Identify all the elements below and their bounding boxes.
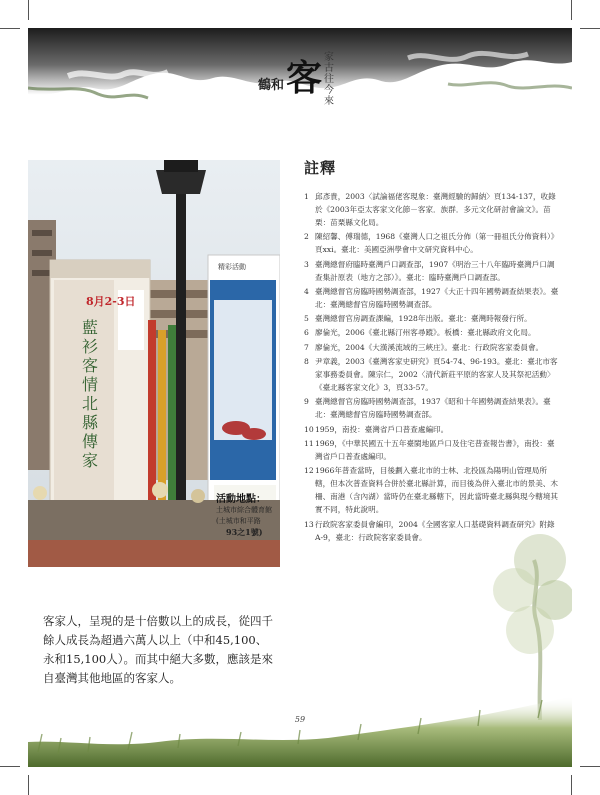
banner-right-line1: 土城市綜合體育館 xyxy=(216,506,272,514)
banner-right-line3: 93之1號) xyxy=(226,527,263,537)
banner-right-line2: (土城市和平路 xyxy=(216,517,261,525)
banner-right-heading: 活動地點： xyxy=(216,494,266,505)
crop-mark xyxy=(28,775,29,795)
logo-text-right: 家古往今來 xyxy=(324,52,334,107)
note-item: 11 1969，《中華民國五十五年臺閩地區戶口及住宅普查報告書》，南投：臺灣省戶口普查處編印。 xyxy=(304,438,555,461)
note-item: 4 臺灣總督官房臨時國勢調查部，1927《大正十四年國勢調查結果表》。臺北：臺灣總督官房臨時國勢調查部。 xyxy=(304,286,559,309)
banner-right-small: 精彩活動 xyxy=(218,263,246,271)
banner-left-date: 8月2-3日 xyxy=(86,295,136,308)
note-item: 9 臺灣總督官房臨時國勢調查部，1937《昭和十年國勢調查結果表》。臺北：臺灣總督官房臨時國勢調查部。 xyxy=(304,397,551,420)
crop-mark xyxy=(571,775,572,795)
crop-mark xyxy=(571,0,572,20)
crop-mark xyxy=(0,28,20,29)
note-item: 7 廖倫光，2004《大漢溪流域的三峽庄》。臺北：行政院客家委員會。 xyxy=(304,342,544,352)
note-item: 6 廖倫光，2006《臺北縣汀州客尋蹤》。板橋：臺北縣政府文化局。 xyxy=(304,328,536,338)
note-item: 5 臺灣總督官房調查課編，1928年出版。臺北：臺灣時報發行所。 xyxy=(304,314,532,324)
note-item: 1 邱彥貴，2003〈試論福佬客現象：臺灣經驗的歸納〉頁134-137，收錄於《2003年亞太客家文化節－客家．族群．多元文化研討會論文》。苗栗：苗栗縣文化局。 xyxy=(304,192,556,227)
note-item: 13 行政院客家委員會編印，2004《全國客家人口基礎資料調查研究》附錄A-9，臺北：行政院客家委員會。 xyxy=(304,519,555,542)
note-item: 2 陳紹馨、傅瑞德，1968《臺灣人口之祖氏分佈（第一冊祖氏分佈資料）》頁xxi。臺北：美國亞洲學會中文研究資料中心。 xyxy=(304,232,559,255)
banner-left-text: 藍衫客情北縣傳家 xyxy=(82,318,99,470)
note-item: 10 1959，南投：臺灣省戶口普查處編印。 xyxy=(304,424,449,434)
note-item: 12 1966年普查當時，目後劃入臺北市的士林、北投區為陽明山管理局所轄，但本次普查資料合併於臺北縣計算，而目後為併入臺北市的景美、木柵、南港（含內湖）當時仍在臺北縣轄下，因此當時臺北縣與現今轄境其實不同，特此說明。 xyxy=(304,466,558,515)
page-number: 59 xyxy=(294,715,306,724)
crop-mark xyxy=(0,766,20,767)
crop-mark xyxy=(28,0,29,20)
logo-text-main: 客 xyxy=(286,57,323,99)
crop-mark xyxy=(580,766,600,767)
notes-list xyxy=(304,190,560,545)
body-paragraph: 客家人，呈現的是十倍數以上的成長，從四千餘人成長為超過六萬人以上（中和45,100、永和15,100人）。而其中絕大多數，應該是來自臺灣其他地區的客家人。 xyxy=(43,614,273,685)
footer-grass-band xyxy=(28,682,572,767)
festival-photo xyxy=(28,160,280,567)
note-item: 8 尹章義，2003《臺灣客家史研究》頁54-74、96-193。臺北：臺北市客家事務委員會。陳宗仁，2002〈清代新莊平原的客家人及其祭祀活動〉《臺北縣客家文化》3，頁33-57。 xyxy=(304,357,558,393)
crop-mark xyxy=(580,28,600,29)
notes-title: 註釋 xyxy=(304,159,337,177)
logo-text-left: 鶴和 xyxy=(258,78,285,93)
note-item: 3 臺灣總督府臨時臺灣戶口調查部，1907《明治三十八年臨時臺灣戶口調查集計原表（地方之部）》。臺北：臨時臺灣戶口調查部。 xyxy=(304,259,555,282)
publication-logo xyxy=(258,44,368,114)
